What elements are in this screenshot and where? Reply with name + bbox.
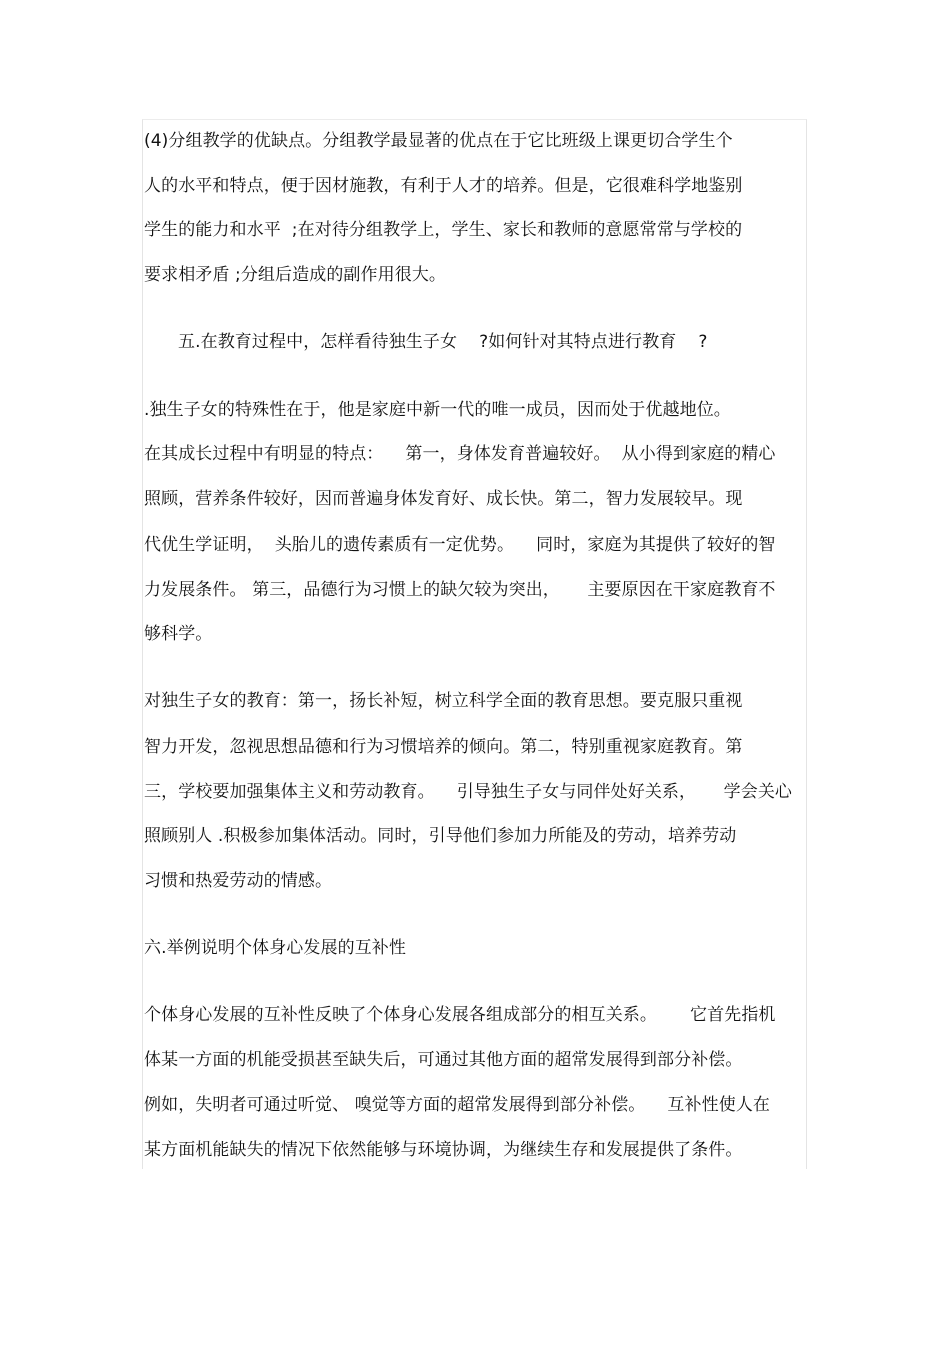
section-heading-five: 五.在教育过程中，怎样看待独生子女 ?如何针对其特点进行教育 ?	[178, 332, 708, 352]
paragraph-line: 照顾，营养条件较好，因而普遍身体发育好、成长快。第二，智力发展较早。现	[144, 489, 743, 509]
paragraph-line: 照顾别人 .积极参加集体活动。同时，引导他们参加力所能及的劳动，培养劳动	[144, 826, 737, 846]
paragraph-line: 对独生子女的教育：第一，扬长补短，树立科学全面的教育思想。要克服只重视	[144, 691, 743, 711]
paragraph-line: 够科学。	[144, 624, 213, 644]
paragraph-line: 人的水平和特点，便于因材施教，有利于人才的培养。但是，它很难科学地鉴别	[144, 176, 743, 196]
paragraph-line: 某方面机能缺失的情况下依然能够与环境协调，为继续生存和发展提供了条件。	[144, 1140, 743, 1160]
paragraph-line: 个体身心发展的互补性反映了个体身心发展各组成部分的相互关系。 它首先指机	[144, 1005, 776, 1025]
paragraph-line: (4)分组教学的优缺点。分组教学最显著的优点在于它比班级上课更切合学生个	[144, 131, 733, 151]
paragraph-line: 习惯和热爱劳动的情感。	[144, 871, 333, 891]
paragraph-line: 在其成长过程中有明显的特点： 第一，身体发育普遍较好。 从小得到家庭的精心	[144, 444, 776, 464]
section-heading-six: 六.举例说明个体身心发展的互补性	[144, 938, 407, 958]
paragraph-line: 体某一方面的机能受损甚至缺失后，可通过其他方面的超常发展得到部分补偿。	[144, 1050, 743, 1070]
paragraph-line: 智力开发，忽视思想品德和行为习惯培养的倾向。第二，特别重视家庭教育。第	[144, 737, 743, 757]
paragraph-line: 三，学校要加强集体主义和劳动教育。 引导独生子女与同伴处好关系， 学会关心	[144, 782, 793, 802]
paragraph-line: 学生的能力和水平 ;在对待分组教学上，学生、家长和教师的意愿常常与学校的	[144, 220, 743, 240]
paragraph-line: 例如，失明者可通过听觉、 嗅觉等方面的超常发展得到部分补偿。 互补性使人在	[144, 1095, 771, 1115]
paragraph-line: 要求相矛盾 ;分组后造成的副作用很大。	[144, 265, 447, 285]
paragraph-line: 代优生学证明， 头胎儿的遗传素质有一定优势。 同时，家庭为其提供了较好的智	[144, 535, 776, 555]
paragraph-line: .独生子女的特殊性在于，他是家庭中新一代的唯一成员，因而处于优越地位。	[144, 400, 731, 420]
paragraph-line: 力发展条件。 第三，品德行为习惯上的缺欠较为突出， 主要原因在干家庭教育不	[144, 580, 776, 600]
